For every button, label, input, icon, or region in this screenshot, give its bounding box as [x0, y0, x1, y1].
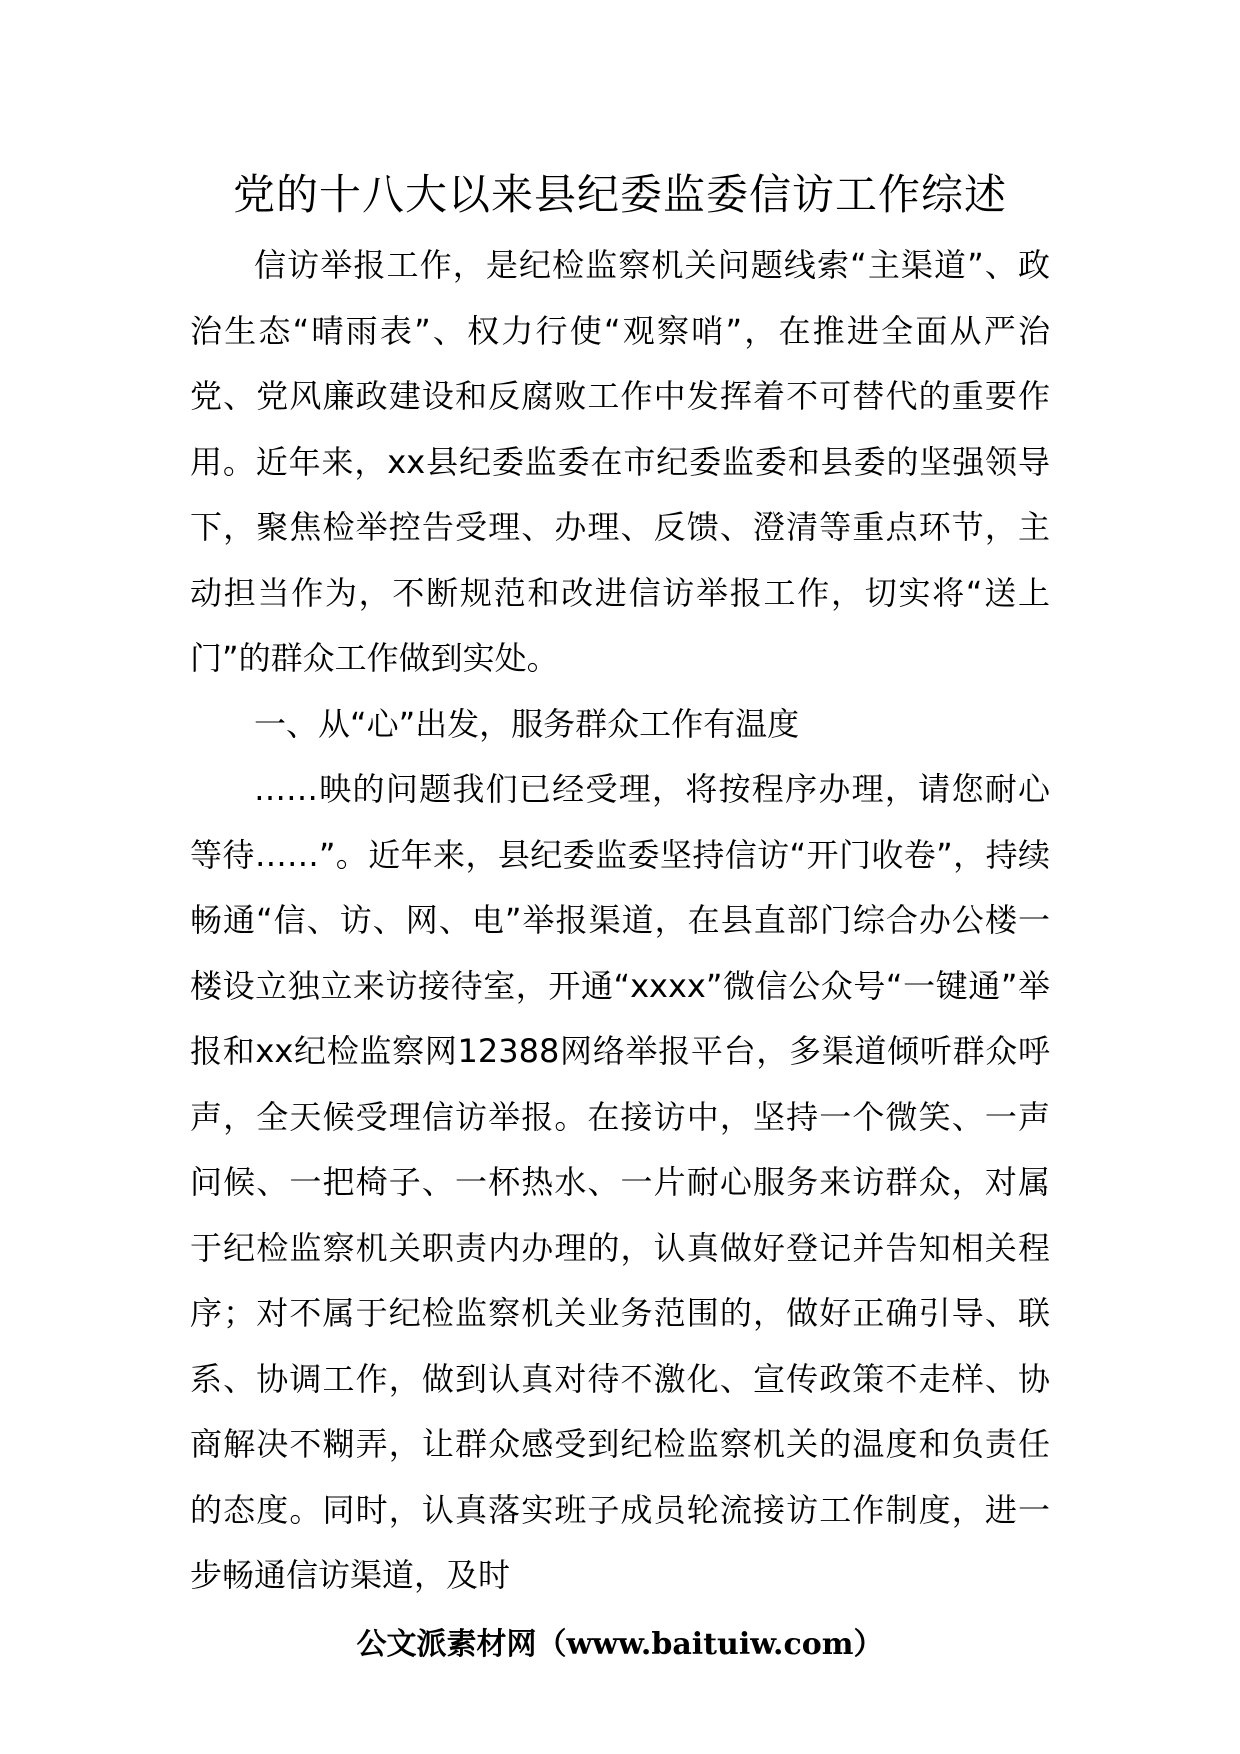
document-title: 党的十八大以来县纪委监委信访工作综述 — [232, 170, 1007, 219]
section-heading: 一、从“心”出发，服务群众工作有温度 — [254, 704, 800, 743]
watermark-footer: 公文派素材网（www.baituiw.com） — [356, 1627, 884, 1662]
intro-paragraph: 信访举报工作，是纪检监察机关问题线索“主渠道”、政治生态“晴雨表”、权力行使“观察哨”，在推进全面从严治党、党风廉政建设和反腐败工作中发挥着不可替代的重要作用。近年来，xx县纪委监委在市纪委监委和县委的坚强领导下，聚焦检举控告受理、办理、反馈、澄清等重点环节，主动担当作为，不断规范和改进信访举报工作，切实将“送上门”的群众工作做到实处。 — [190, 246, 1050, 677]
section-paragraph: ……映的问题我们已经受理，将按程序办理，请您耐心等待……”。近年来，县纪委监委坚持信访“开门收卷”，持续畅通“信、访、网、电”举报渠道，在县直部门综合办公楼一楼设立独立来访接待室，开通“xxxx”微信公众号“一键通”举报和xx纪检监察网12388网络举报平台，多渠道倾听群众呼声，全天候受理信访举报。在接访中，坚持一个微笑、一声问候、一把椅子、一杯热水、一片耐心服务来访群众，对属于纪检监察机关职责内办理的，认真做好登记并告知相关程序；对不属于纪检监察机关业务范围的，做好正确引导、联系、协调工作，做到认真对待不激化、宣传政策不走样、协商解决不糊弄，让群众感受到纪检监察机关的温度和负责任的态度。同时，认真落实班子成员轮流接访工作制度，进一步畅通信访渠道，及时 — [190, 770, 1050, 1594]
document-body — [190, 233, 1050, 1609]
